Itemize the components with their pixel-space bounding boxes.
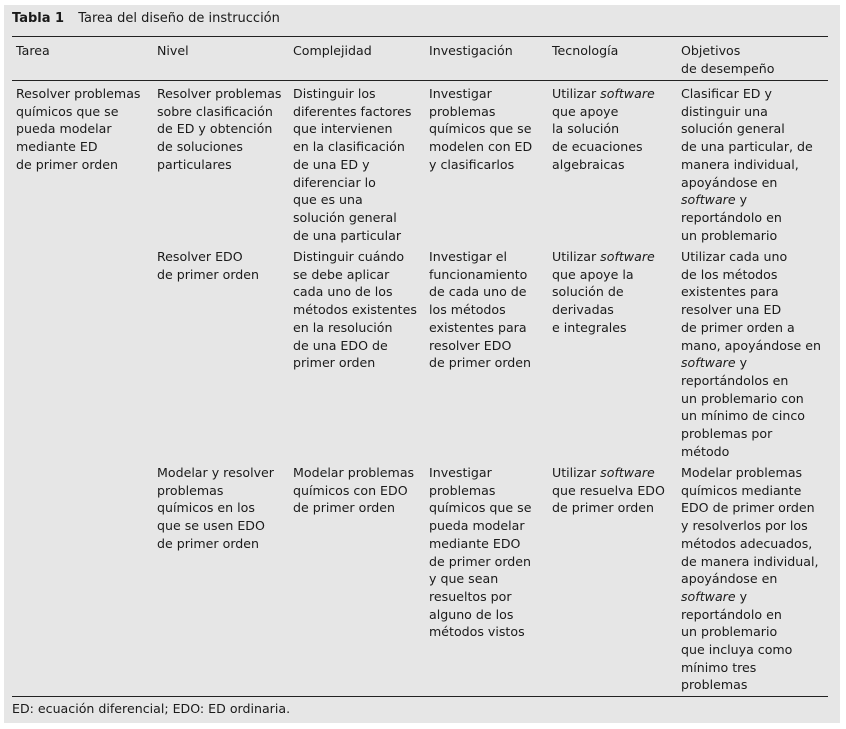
cell-objetivos-row2: Utilizar cada uno de los métodos existentes para resolver una ED de primer orden a mano, apoyándose en software y reportándolos en un problemario con un mínimo de cinco problemas por método bbox=[681, 249, 821, 459]
header-objetivos: Objetivos de desempeño bbox=[681, 43, 775, 76]
cell-nivel-row2: Resolver EDO de primer orden bbox=[157, 249, 259, 282]
table-label: Tabla 1 bbox=[12, 11, 65, 26]
header-nivel: Nivel bbox=[157, 43, 189, 58]
cell-investigacion-row2: Investigar el funcionamiento de cada uno de los métodos existentes para resolver EDO de primer orden bbox=[429, 249, 531, 371]
cell-nivel-row1: Resolver problemas sobre clasificación de ED y obtención de soluciones particulares bbox=[157, 86, 282, 172]
table-caption bbox=[12, 11, 280, 27]
header-rule bbox=[12, 80, 828, 81]
table-title: Tarea del diseño de instrucción bbox=[78, 11, 280, 26]
cell-tarea: Resolver problemas químicos que se pueda modelar mediante ED de primer orden bbox=[16, 86, 141, 172]
bottom-rule bbox=[12, 696, 828, 697]
cell-investigacion-row3: Investigar problemas químicos que se pueda modelar mediante EDO de primer orden y que sean resueltos por alguno de los métodos vistos bbox=[429, 465, 532, 640]
cell-tecnologia-row1: Utilizar software que apoye la solución de ecuaciones algebraicas bbox=[552, 86, 655, 172]
cell-tecnologia-row3: Utilizar software que resuelva EDO de primer orden bbox=[552, 465, 665, 516]
header-tecnologia: Tecnología bbox=[552, 43, 619, 58]
cell-investigacion-row1: Investigar problemas químicos que se modelen con ED y clasificarlos bbox=[429, 86, 533, 172]
cell-complejidad-row2: Distinguir cuándo se debe aplicar cada uno de los métodos existentes en la resolución de una EDO de primer orden bbox=[293, 249, 417, 371]
cell-objetivos-row1: Clasificar ED y distinguir una solución general de una particular, de manera individual, apoyándose en software y reportándolo en un problemario bbox=[681, 86, 813, 243]
cell-objetivos-row3: Modelar problemas químicos mediante EDO de primer orden y resolverlos por los métodos adecuados, de manera individual, apoyándose en software y reportándolo en un problemario que incluya como mínimo tres problemas bbox=[681, 465, 819, 693]
top-rule bbox=[12, 36, 828, 37]
cell-complejidad-row3: Modelar problemas químicos con EDO de primer orden bbox=[293, 465, 415, 516]
cell-complejidad-row1: Distinguir los diferentes factores que intervienen en la clasificación de una ED y diferenciar lo que es una solución general de una particular bbox=[293, 86, 412, 243]
cell-tecnologia-row2: Utilizar software que apoye la solución de derivadas e integrales bbox=[552, 249, 655, 335]
header-investigacion: Investigación bbox=[429, 43, 513, 58]
table-footnote: ED: ecuación diferencial; EDO: ED ordinaria. bbox=[12, 701, 291, 716]
cell-nivel-row3: Modelar y resolver problemas químicos en los que se usen EDO de primer orden bbox=[157, 465, 274, 551]
header-tarea: Tarea bbox=[16, 43, 50, 58]
header-complejidad: Complejidad bbox=[293, 43, 372, 58]
